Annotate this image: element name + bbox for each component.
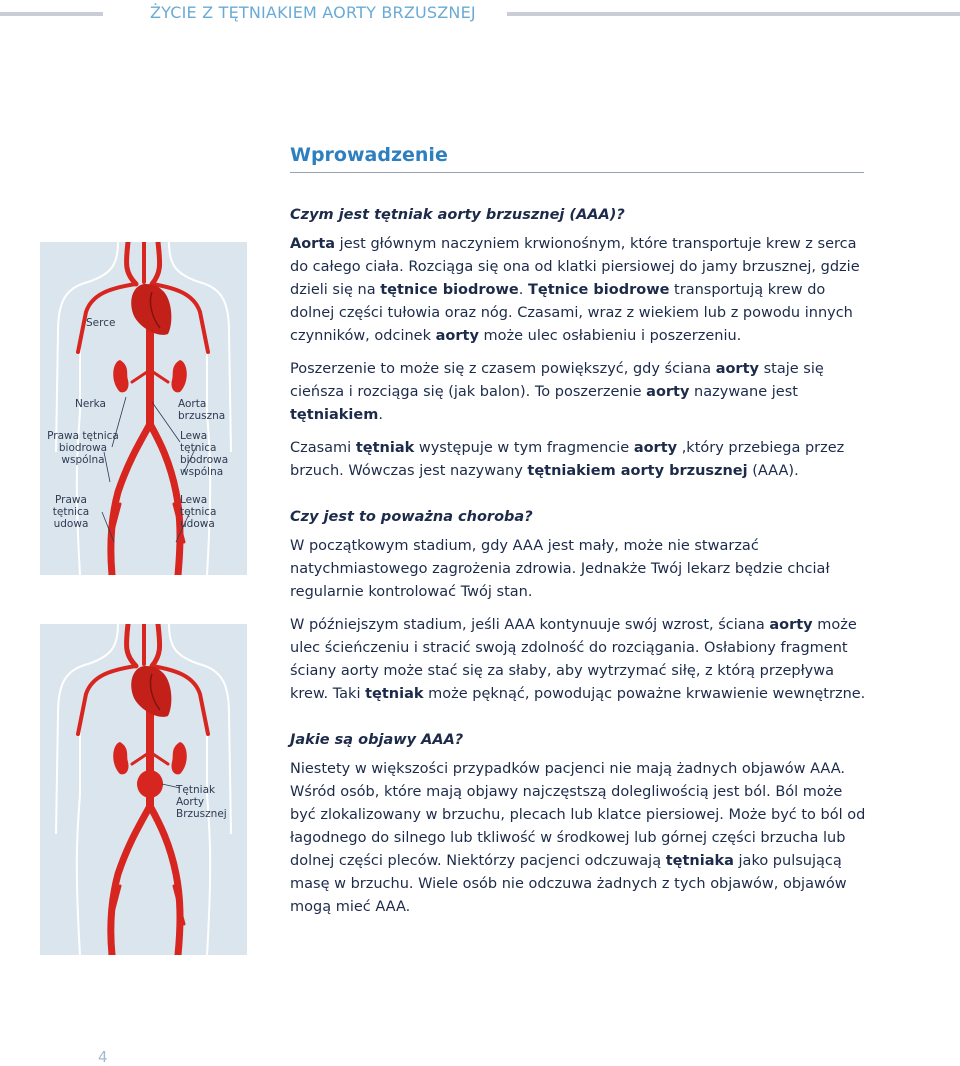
bold-term: aorty bbox=[769, 617, 813, 633]
aneurysm-diagram bbox=[40, 624, 247, 955]
block-gap bbox=[290, 493, 870, 507]
text-run: staje się cieńsza i rozciąga się (jak balon). To poszerzenie bbox=[290, 361, 824, 400]
section-title: Wprowadzenie bbox=[290, 144, 448, 166]
bold-term: tętniak bbox=[365, 686, 424, 702]
paragraph bbox=[290, 535, 870, 604]
label-prawa-tetnica-udowa: Prawa tętnica udowa bbox=[52, 494, 90, 530]
bold-term: aorty bbox=[646, 384, 690, 400]
bold-term: Tętnice biodrowe bbox=[527, 282, 670, 298]
section-question: Jakie są objawy AAA? bbox=[290, 732, 464, 748]
label-lewa-tetnica-biodrowa: Lewa tętnica biodrowa wspólna bbox=[180, 430, 229, 478]
paragraph bbox=[290, 758, 870, 919]
artery-diagram bbox=[40, 242, 247, 575]
paragraph bbox=[290, 358, 870, 427]
text-run: Poszerzenie to może się z czasem powiększyć, gdy ściana bbox=[290, 361, 716, 377]
section-question: Czym jest tętniak aorty brzusznej (AAA)? bbox=[290, 207, 625, 223]
text-run: ,który przebiega przez brzuch. Wówczas jest nazywany bbox=[290, 440, 845, 479]
paragraph bbox=[290, 233, 870, 348]
page-number: 4 bbox=[98, 1048, 108, 1066]
label-serce: Serce bbox=[86, 317, 116, 329]
label-nerka: Nerka bbox=[75, 398, 106, 410]
bold-term: tętniak bbox=[355, 440, 415, 456]
bold-term: tętniaka bbox=[665, 853, 734, 869]
bold-term: aorty bbox=[633, 440, 678, 456]
text-run: . bbox=[518, 282, 528, 298]
label-tetniak-aorty: Tętniak Aorty Brzusznej bbox=[176, 784, 227, 820]
text-run: jest głównym naczyniem krwionośnym, które transportuje krew z serca do całego ciała. Rozciąga się ona od klatki piersiowej do jamy brzusznej, gdzie dzieli się na bbox=[290, 236, 860, 298]
bold-term: tętnice biodrowe bbox=[380, 282, 519, 298]
header-rule-left bbox=[0, 12, 103, 16]
block-gap bbox=[290, 716, 870, 730]
bold-term: Aorta bbox=[290, 236, 336, 252]
paragraph bbox=[290, 614, 870, 706]
bold-term: tętniakiem aorty brzusznej bbox=[527, 463, 748, 479]
title-divider bbox=[290, 172, 864, 173]
text-run: występuje w tym fragmencie bbox=[414, 440, 634, 456]
text-run: W późniejszym stadium, jeśli AAA kontynuuje swój wzrost, ściana bbox=[290, 617, 770, 633]
label-prawa-tetnica-biodrowa: Prawa tętnica biodrowa wspólna bbox=[47, 430, 119, 466]
header-rule-right bbox=[507, 12, 960, 16]
text-run: może ulec osłabieniu i poszerzeniu. bbox=[478, 328, 742, 344]
bold-term: aorty bbox=[715, 361, 759, 377]
text-run: transportują krew do dolnej części tułowia oraz nóg. Czasami, wraz z wiekiem lub z powodu innych czynników, odcinek bbox=[290, 282, 853, 344]
text-run: nazywane jest bbox=[689, 384, 798, 400]
text-run: (AAA). bbox=[747, 463, 799, 479]
text-run: Czasami bbox=[290, 440, 356, 456]
label-aorta-brzuszna: Aorta brzuszna bbox=[178, 398, 226, 422]
body-text bbox=[290, 205, 870, 929]
paragraph bbox=[290, 437, 870, 483]
text-run: może ulec ścieńczeniu i stracić swoją zdolność do rozciągania. Osłabiony fragment ściany aorty może stać się za słaby, aby wytrzymać siłę, z którą przepływa krew. Taki bbox=[290, 617, 857, 702]
bold-term: tętniakiem bbox=[290, 407, 379, 423]
bold-term: aorty bbox=[435, 328, 479, 344]
section-question: Czy jest to poważna choroba? bbox=[290, 509, 533, 525]
label-lewa-tetnica-udowa: Lewa tętnica udowa bbox=[180, 494, 217, 530]
running-header: ŻYCIE Z TĘTNIAKIEM AORTY BRZUSZNEJ bbox=[150, 3, 476, 22]
text-run: Niestety w większości przypadków pacjenci nie mają żadnych objawów AAA. Wśród osób, które mają objawy najczęstszą dolegliwością jest ból. Ból może być zlokalizowany w brzuchu, plecach lub klatce piersiowej. Może być to ból od łagodnego do silnego lub tkliwość w środkowej lub górnej części brzucha lub dolnej części pleców. Niektórzy pacjenci odczuwają bbox=[290, 761, 866, 869]
text-run: jako pulsującą masę w brzuchu. Wiele osób nie odczuwa żadnych z tych objawów, objawów mogą mieć AAA. bbox=[290, 853, 847, 915]
text-run: W początkowym stadium, gdy AAA jest mały, może nie stwarzać natychmiastowego zagrożenia zdrowia. Jednakże Twój lekarz będzie chciał regularnie kontrolować Twój stan. bbox=[290, 538, 830, 600]
text-run: . bbox=[378, 407, 383, 423]
text-run: może pęknąć, powodując poważne krwawienie wewnętrzne. bbox=[423, 686, 866, 702]
